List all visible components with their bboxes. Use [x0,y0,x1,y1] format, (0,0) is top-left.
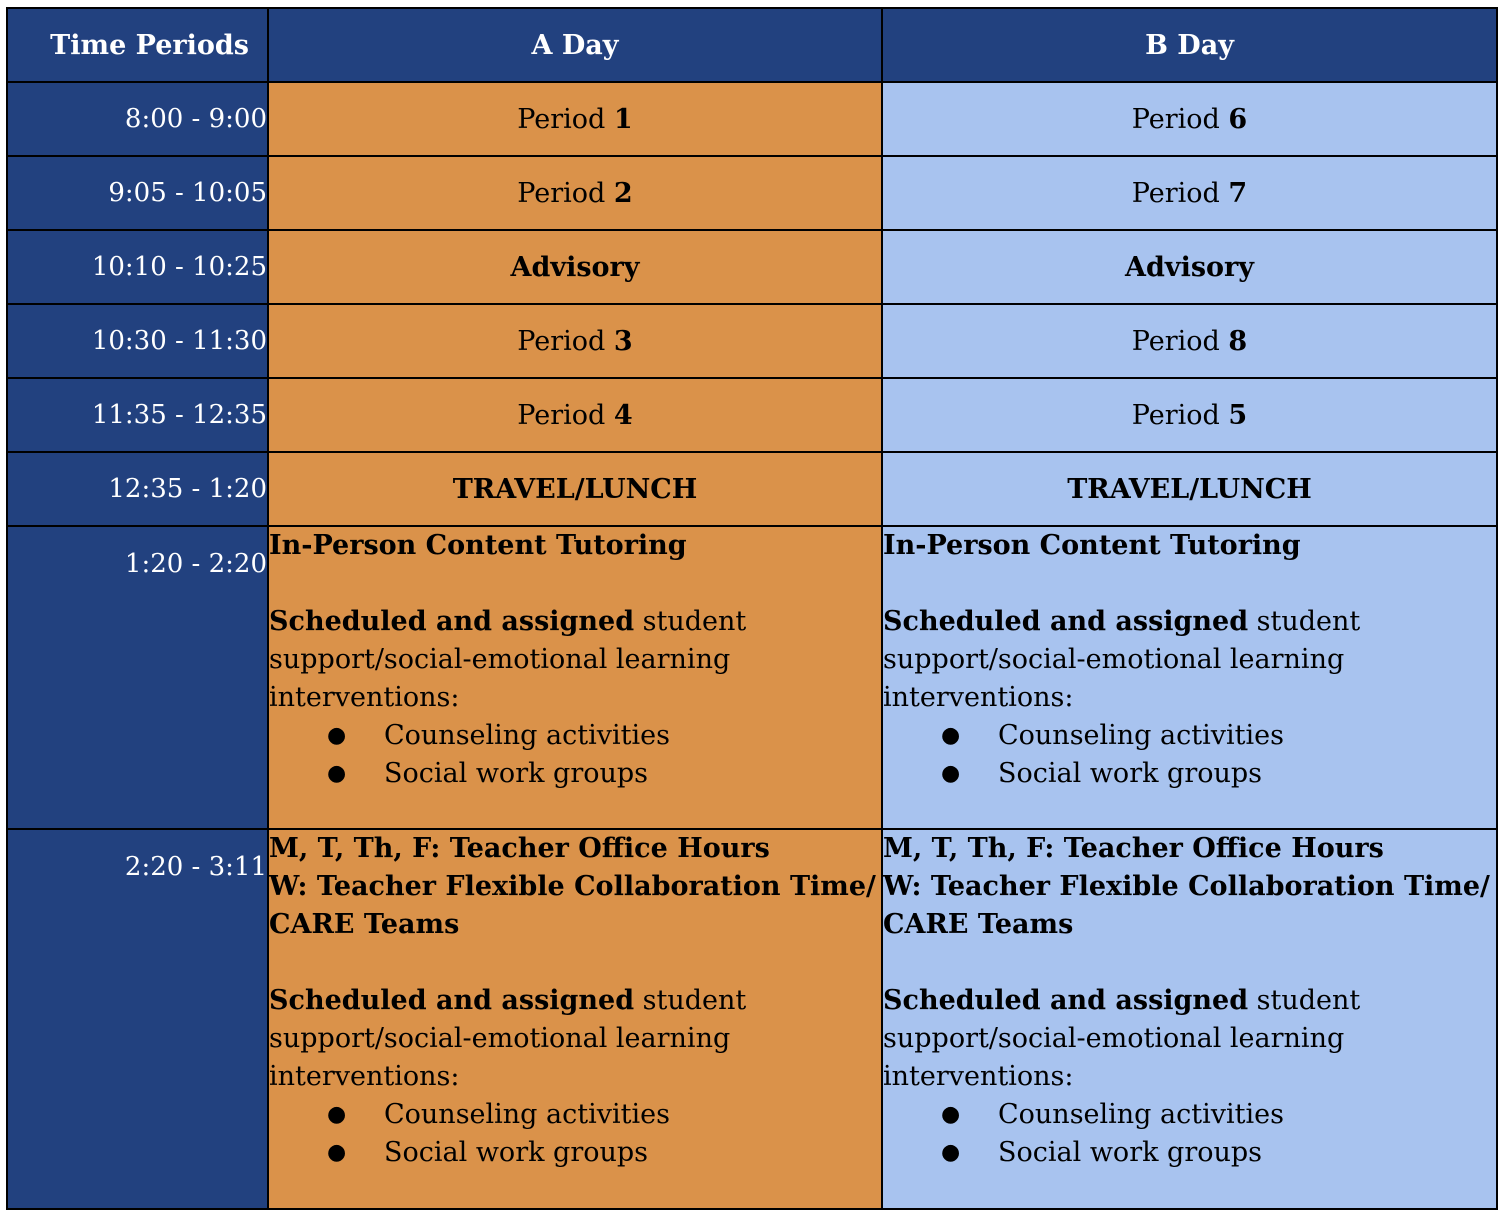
period-number: 3 [613,325,633,357]
office-line-1: M, T, Th, F: Teacher Office Hours [883,833,1384,864]
office-line-1: M, T, Th, F: Teacher Office Hours [269,833,770,864]
period-label: Period [1131,325,1220,357]
lead-rest: student support/social-emotional learning interventions: [269,985,747,1092]
period-label: Period [1131,399,1220,431]
period-label: Period [517,325,606,357]
table-row [7,82,1497,156]
period-label: Period [1131,177,1220,209]
b-day-cell [882,156,1497,230]
b-day-cell [882,378,1497,452]
tutoring-title: In-Person Content Tutoring [883,530,1301,561]
list-item: ● Counseling activities [269,717,881,755]
period-number: 8 [1228,325,1248,357]
office-lead [269,982,881,1096]
period-number: 1 [613,103,633,135]
table-row [7,378,1497,452]
period-number: 7 [1228,177,1248,209]
b-day-tutoring-cell [882,526,1497,829]
office-line-2: W: Teacher Flexible Collaboration Time/ CARE Teams [883,871,1490,940]
time-cell: 12:35 - 1:20 [7,452,268,526]
period-number: 6 [1228,103,1248,135]
lead-bold: Scheduled and assigned [269,985,635,1016]
time-cell: 10:30 - 11:30 [7,304,268,378]
table-row [7,304,1497,378]
header-row [7,8,1497,82]
lead-rest: student support/social-emotional learning interventions: [883,985,1361,1092]
office-lead [883,982,1496,1096]
time-cell: 1:20 - 2:20 [7,526,268,829]
period-label: Period [517,399,606,431]
schedule-table [6,7,1498,1210]
office-bullets [269,1096,881,1172]
time-cell: 8:00 - 9:00 [7,82,268,156]
lead-bold: Scheduled and assigned [269,606,635,637]
a-day-cell: Advisory [268,230,882,304]
a-day-cell: TRAVEL/LUNCH [268,452,882,526]
tutoring-lead [883,603,1496,717]
list-item: ● Counseling activities [883,717,1496,755]
b-day-cell: Advisory [882,230,1497,304]
period-label: Period [517,103,606,135]
list-item: ● Counseling activities [269,1096,881,1134]
list-item: ● Social work groups [883,755,1496,793]
period-number: 4 [613,399,633,431]
b-day-cell [882,304,1497,378]
tutoring-lead [269,603,881,717]
a-day-cell [268,304,882,378]
table-row [7,156,1497,230]
office-line-2: W: Teacher Flexible Collaboration Time/ CARE Teams [269,871,876,940]
table-row [7,829,1497,1209]
period-number: 2 [613,177,633,209]
time-cell: 9:05 - 10:05 [7,156,268,230]
a-day-tutoring-cell [268,526,882,829]
tutoring-bullets [269,717,881,793]
a-day-cell [268,156,882,230]
list-item: ● Social work groups [269,1134,881,1172]
lead-rest: student support/social-emotional learning interventions: [269,606,747,713]
list-item: ● Social work groups [269,755,881,793]
a-day-cell [268,82,882,156]
b-day-cell: TRAVEL/LUNCH [882,452,1497,526]
table-row [7,526,1497,829]
header-b-day: B Day [882,8,1497,82]
time-cell: 10:10 - 10:25 [7,230,268,304]
b-day-office-cell [882,829,1497,1209]
list-item: ● Counseling activities [883,1096,1496,1134]
time-cell: 2:20 - 3:11 [7,829,268,1209]
tutoring-bullets [883,717,1496,793]
tutoring-title: In-Person Content Tutoring [269,530,687,561]
time-cell: 11:35 - 12:35 [7,378,268,452]
a-day-office-cell [268,829,882,1209]
period-label: Period [517,177,606,209]
lead-rest: student support/social-emotional learning interventions: [883,606,1361,713]
period-number: 5 [1228,399,1248,431]
header-a-day: A Day [268,8,882,82]
office-bullets [883,1096,1496,1172]
lead-bold: Scheduled and assigned [883,606,1249,637]
table-row [7,230,1497,304]
table-row [7,452,1497,526]
period-label: Period [1131,103,1220,135]
lead-bold: Scheduled and assigned [883,985,1249,1016]
list-item: ● Social work groups [883,1134,1496,1172]
a-day-cell [268,378,882,452]
b-day-cell [882,82,1497,156]
header-time-periods: Time Periods [7,8,268,82]
